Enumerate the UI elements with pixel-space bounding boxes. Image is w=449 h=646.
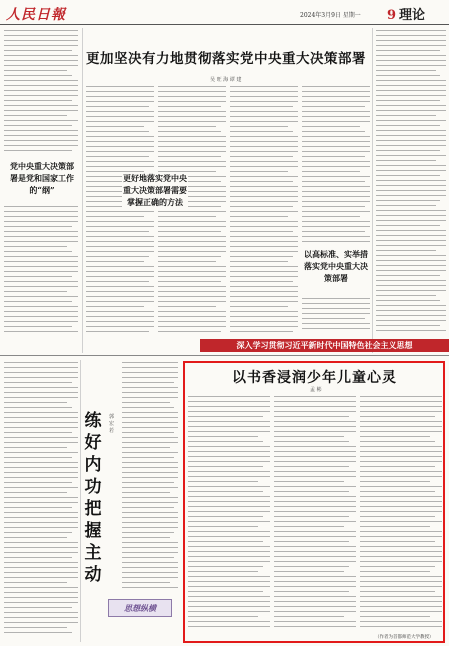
newspaper-logo: 人民日報 [6,7,66,23]
article-text-column [302,298,370,336]
featured-article-title: 以书香浸润少年儿童心灵 [232,370,397,386]
dateline: 2024年3月9日 星期一 [300,12,361,19]
column-title: 练好内功把握主动 [84,411,102,585]
featured-article-text [360,396,442,632]
header-rule [0,24,449,25]
column-byline: 郭 宏 若 [109,414,115,434]
article-text-column [122,362,178,594]
page-number: 9 [387,8,397,23]
column-badge: 思想纵横 [108,599,172,617]
column-divider [372,28,373,353]
article-text-column [230,86,298,336]
article-text-column [86,86,154,336]
masthead [0,0,449,26]
main-article-title: 更加坚决有力地贯彻落实党中央重大决策部署 [86,51,366,67]
section-name: 理论 [399,8,426,23]
article-text-column [4,30,78,158]
section-heading-2: 更好地落实党中央重大决策部署需要掌握正确的方法 [123,173,187,207]
section-rule [0,355,449,356]
article-text-column [376,30,446,336]
column-divider [82,28,83,353]
section-heading-1: 党中央重大决策部署是党和国家工作的“纲” [10,161,74,195]
featured-article-byline: 孟 彬 [310,387,322,393]
section-heading-3: 以高标准、实举措落实党中央重大决策部署 [304,249,368,283]
column-divider [80,360,81,642]
featured-article-text [274,396,356,632]
theory-banner: 深入学习贯彻习近平新时代中国特色社会主义思想 [200,339,449,352]
main-article-byline: 吴 旺 海 谭 建 [210,77,242,83]
article-text-column [158,86,226,336]
article-text-column [4,362,78,640]
featured-article-text [188,396,270,632]
featured-article-footnote: （作者为首都师范大学教授） [375,635,434,640]
page-section [387,4,425,23]
article-text-column [302,86,370,246]
article-text-column [4,206,78,336]
